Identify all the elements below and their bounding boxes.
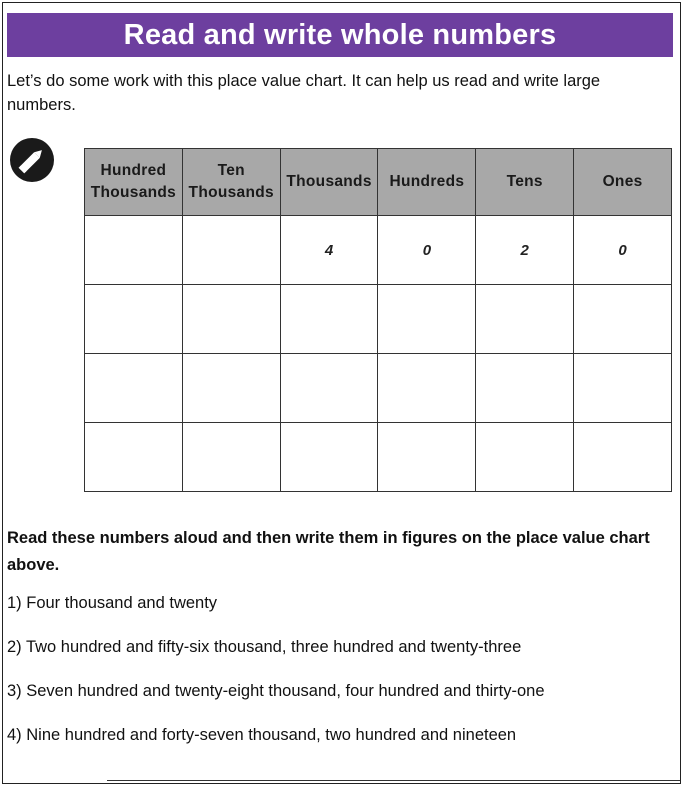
header-line: Thousands — [286, 173, 372, 190]
chart-cell[interactable] — [574, 354, 672, 423]
header-line: Tens — [506, 173, 543, 190]
chart-cell[interactable] — [280, 285, 378, 354]
chart-cell[interactable]: 0 — [574, 216, 672, 285]
chart-cell[interactable]: 4 — [280, 216, 378, 285]
bottom-divider — [107, 780, 681, 781]
chart-row — [85, 354, 672, 423]
chart-cell[interactable] — [476, 354, 574, 423]
header-line: Hundreds — [389, 173, 465, 190]
question-2: 2) Two hundred and fifty-six thousand, three hundred and twenty-three — [7, 638, 522, 656]
header-tens — [476, 149, 574, 216]
chart-cell[interactable] — [476, 423, 574, 492]
worksheet-page — [2, 2, 681, 784]
intro-text: Let’s do some work with this place value chart. It can help us read and write large numbers. — [7, 72, 601, 114]
chart-cell[interactable] — [85, 354, 183, 423]
question-3: 3) Seven hundred and twenty-eight thousand, four hundred and thirty-one — [7, 682, 545, 700]
header-hundred-thousands — [85, 149, 183, 216]
chart-cell[interactable] — [378, 285, 476, 354]
chart-cell[interactable] — [182, 423, 280, 492]
chart-cell[interactable] — [182, 285, 280, 354]
chart-header-row — [85, 149, 672, 216]
chart-cell[interactable] — [182, 216, 280, 285]
chart-cell[interactable] — [378, 354, 476, 423]
header-line: Ten — [217, 162, 245, 179]
chart-row — [85, 285, 672, 354]
chart-cell[interactable] — [85, 216, 183, 285]
chart-cell[interactable] — [378, 423, 476, 492]
header-line: Thousands — [188, 184, 274, 201]
chart-cell[interactable] — [574, 423, 672, 492]
chart-cell[interactable]: 2 — [476, 216, 574, 285]
pencil-icon — [9, 137, 55, 183]
chart-cell[interactable] — [280, 423, 378, 492]
chart-cell[interactable] — [476, 285, 574, 354]
chart-cell[interactable] — [85, 423, 183, 492]
chart-cell[interactable] — [85, 285, 183, 354]
chart-row — [85, 216, 672, 285]
page-title: Read and write whole numbers — [7, 13, 673, 57]
question-4: 4) Nine hundred and forty-seven thousand, two hundred and nineteen — [7, 726, 517, 744]
header-line: Hundred — [100, 162, 167, 179]
place-value-chart — [84, 148, 672, 492]
task-instructions: Read these numbers aloud and then write them in figures on the place value chart above. — [7, 529, 650, 574]
header-line: Ones — [602, 173, 643, 190]
header-hundreds — [378, 149, 476, 216]
chart-cell[interactable] — [182, 354, 280, 423]
chart-row — [85, 423, 672, 492]
chart-cell[interactable] — [280, 354, 378, 423]
question-1: 1) Four thousand and twenty — [7, 594, 218, 612]
header-ten-thousands — [182, 149, 280, 216]
header-line: Thousands — [90, 184, 177, 201]
chart-cell[interactable]: 0 — [378, 216, 476, 285]
header-ones — [574, 149, 672, 216]
header-thousands — [280, 149, 378, 216]
chart-cell[interactable] — [574, 285, 672, 354]
